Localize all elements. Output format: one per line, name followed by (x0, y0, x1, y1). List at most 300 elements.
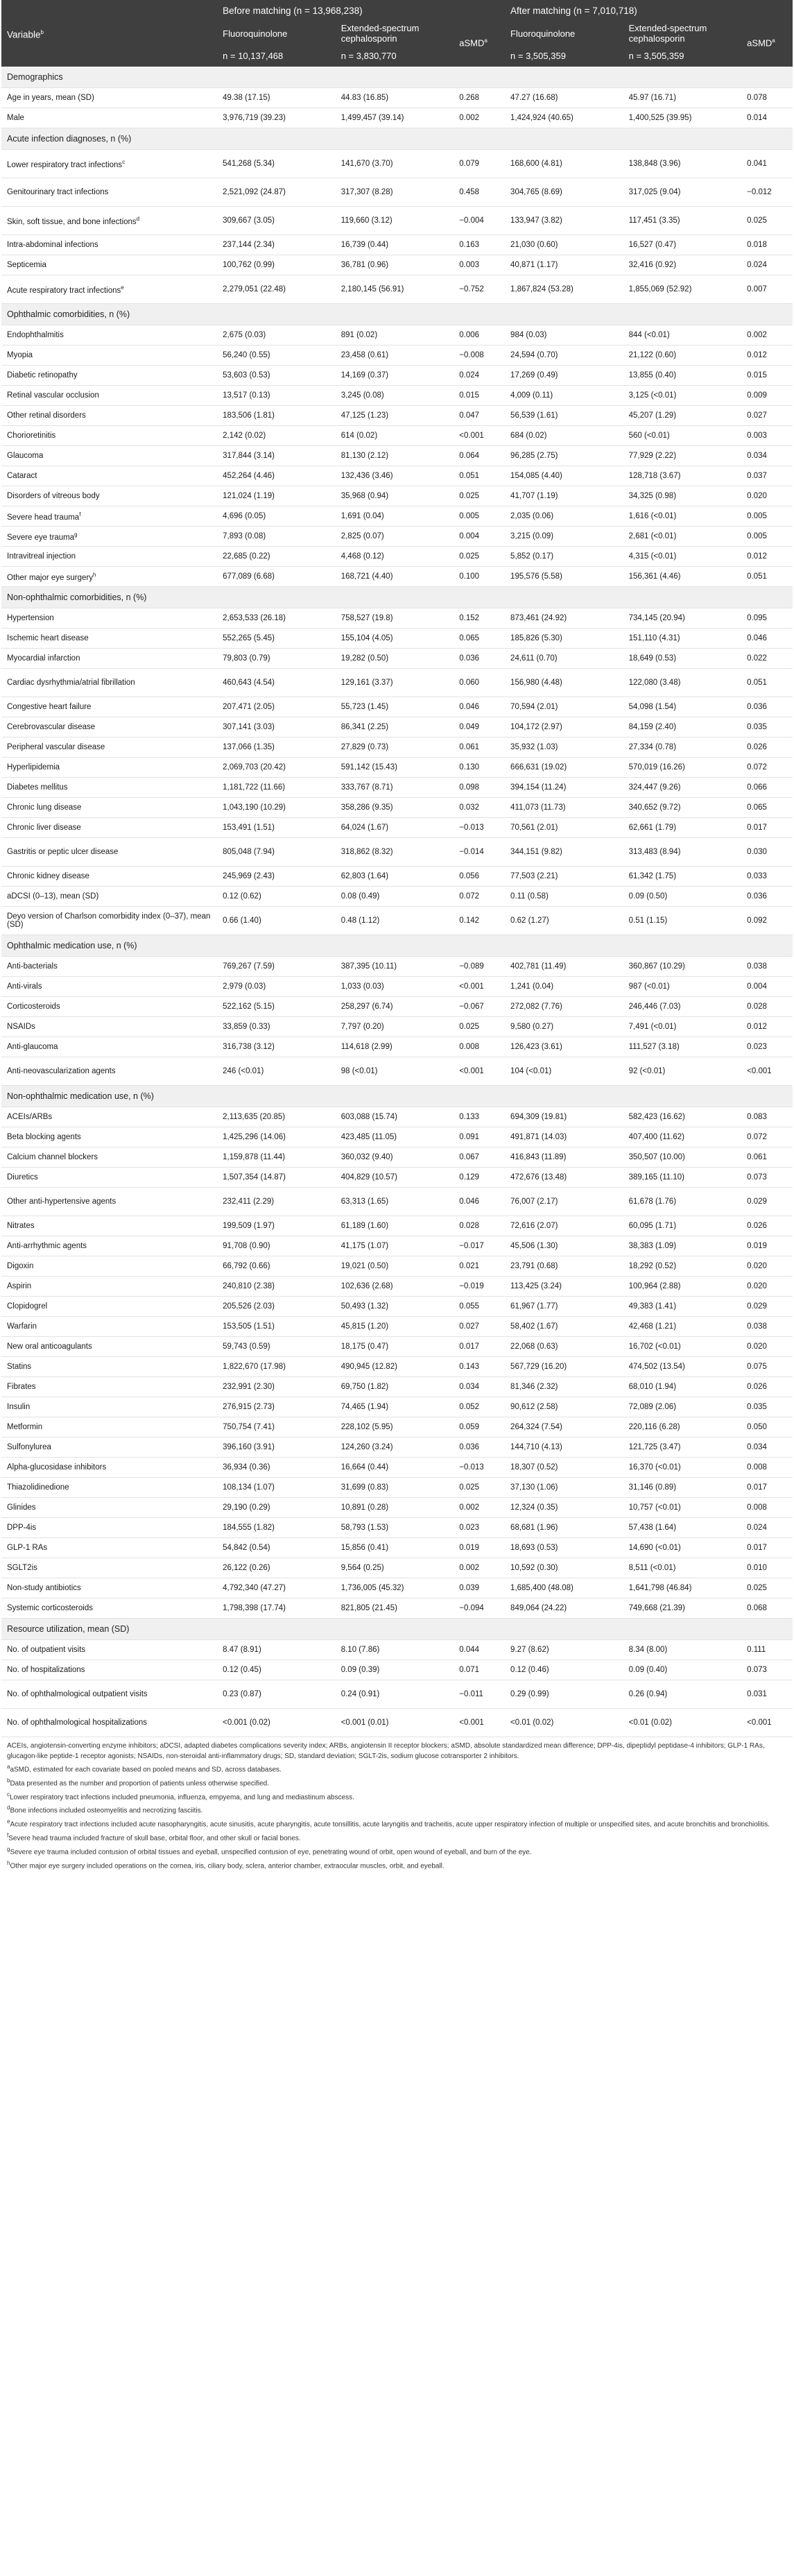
table-row (1, 1680, 793, 1709)
cell-b-fq: 2,279,051 (22.48) (217, 275, 336, 304)
table-row (1, 150, 793, 178)
cell-a-smd: 0.019 (741, 1236, 793, 1256)
cell-b-fq: 1,822,670 (17.98) (217, 1357, 336, 1377)
row-label: New oral anticoagulants (1, 1337, 217, 1357)
cell-a-esc: 0.09 (0.50) (623, 887, 742, 907)
cell-b-smd: 0.036 (454, 649, 505, 669)
cell-a-fq: 394,154 (11.24) (505, 778, 623, 798)
cell-b-fq: 805,048 (7.94) (217, 838, 336, 867)
table-row (1, 1397, 793, 1417)
table-row (1, 1216, 793, 1236)
footnote-mark: h (93, 571, 96, 578)
table-row (1, 1256, 793, 1277)
cell-b-fq: 153,505 (1.51) (217, 1317, 336, 1337)
cell-a-esc: 16,370 (<0.01) (623, 1458, 742, 1478)
section-title: Resource utilization, mean (SD) (1, 1619, 793, 1640)
cell-b-smd: 0.051 (454, 466, 505, 486)
cell-a-smd: 0.008 (741, 1498, 793, 1518)
table-row (1, 1017, 793, 1037)
cell-b-fq: 29,190 (0.29) (217, 1498, 336, 1518)
table-row (1, 406, 793, 426)
table-row (1, 178, 793, 207)
section-header (1, 304, 793, 325)
cell-b-smd: −0.067 (454, 997, 505, 1017)
row-label: Sulfonylurea (1, 1438, 217, 1458)
cell-b-smd: 0.021 (454, 1256, 505, 1277)
cell-b-esc: 58,793 (1.53) (336, 1518, 454, 1538)
section-header (1, 128, 793, 150)
table-row (1, 1538, 793, 1558)
cell-b-esc: 23,458 (0.61) (336, 346, 454, 366)
table-row (1, 466, 793, 486)
cell-b-smd: 0.039 (454, 1578, 505, 1598)
cell-b-esc: 50,493 (1.32) (336, 1297, 454, 1317)
cell-b-fq: 245,969 (2.43) (217, 867, 336, 887)
section-header (1, 935, 793, 957)
cell-b-smd: 0.002 (454, 108, 505, 128)
cell-a-fq: 47.27 (16.68) (505, 88, 623, 108)
cell-a-fq: 849,064 (24.22) (505, 1598, 623, 1619)
footnote-mark: c (122, 158, 126, 165)
cell-b-fq: 769,267 (7.59) (217, 957, 336, 977)
cell-a-fq: 873,461 (24.92) (505, 608, 623, 629)
cell-a-smd: 0.027 (741, 406, 793, 426)
table-row (1, 1148, 793, 1168)
cell-a-esc: 31,146 (0.89) (623, 1478, 742, 1498)
cell-b-smd: 0.034 (454, 1377, 505, 1397)
cell-a-esc: 27,334 (0.78) (623, 737, 742, 758)
cell-b-esc: 9,564 (0.25) (336, 1558, 454, 1578)
row-label: ACEIs/ARBs (1, 1107, 217, 1127)
cell-b-smd: 0.046 (454, 1188, 505, 1216)
cell-a-fq: 23,791 (0.68) (505, 1256, 623, 1277)
cell-b-smd: 0.025 (454, 486, 505, 506)
cell-b-smd: 0.079 (454, 150, 505, 178)
cell-b-fq: 2,675 (0.03) (217, 325, 336, 346)
cell-a-smd: 0.038 (741, 1317, 793, 1337)
cell-a-smd: 0.050 (741, 1417, 793, 1438)
cell-b-fq: 0.12 (0.45) (217, 1660, 336, 1680)
cell-a-esc: 2,681 (<0.01) (623, 527, 742, 547)
cell-b-esc: 62,803 (1.64) (336, 867, 454, 887)
row-label: Septicemia (1, 255, 217, 275)
footnote-mark: d (136, 215, 140, 222)
row-label: Lower respiratory tract infections$^c$ (1, 150, 217, 178)
footnote-mark: e (121, 284, 124, 291)
cell-b-fq: 153,491 (1.51) (217, 818, 336, 838)
cell-a-esc: 62,661 (1.79) (623, 818, 742, 838)
cell-b-esc: 168,721 (4.40) (336, 567, 454, 587)
cell-b-esc: 69,750 (1.82) (336, 1377, 454, 1397)
cell-b-esc: 0.09 (0.39) (336, 1660, 454, 1680)
row-label: Anti-glaucoma (1, 1037, 217, 1057)
cell-b-esc: 81,130 (2.12) (336, 446, 454, 466)
cell-b-fq: 4,696 (0.05) (217, 506, 336, 527)
row-label: Male (1, 108, 217, 128)
row-label: Intravitreal injection (1, 547, 217, 567)
section-header (1, 67, 793, 88)
cell-b-smd: 0.130 (454, 758, 505, 778)
cell-b-smd: 0.268 (454, 88, 505, 108)
cell-b-fq: 232,991 (2.30) (217, 1377, 336, 1397)
cell-a-smd: 0.095 (741, 608, 793, 629)
table-row (1, 758, 793, 778)
footnotes (1, 1737, 793, 1872)
cell-a-fq: 1,685,400 (48.08) (505, 1578, 623, 1598)
table-row (1, 1660, 793, 1680)
cell-a-smd: 0.072 (741, 758, 793, 778)
cell-b-smd: 0.071 (454, 1660, 505, 1680)
cell-a-esc: 582,423 (16.62) (623, 1107, 742, 1127)
cell-a-smd: 0.023 (741, 1037, 793, 1057)
cell-a-esc: 49,383 (1.41) (623, 1297, 742, 1317)
cell-a-esc: 92 (<0.01) (623, 1057, 742, 1086)
footnote: $^g$Severe eye trauma included contusion of orbital tissues and eyeball, unspecified contusion of eye, penetrating wound of orbit, open wound of eyeball, and burn of the eye. (7, 1845, 532, 1857)
cell-a-esc: 560 (<0.01) (623, 426, 742, 446)
header-before-fq: Fluoroquinolone (217, 19, 336, 47)
cell-a-fq: 195,576 (5.58) (505, 567, 623, 587)
cell-a-esc: 111,527 (3.18) (623, 1037, 742, 1057)
table-row (1, 1417, 793, 1438)
table-row (1, 1640, 793, 1660)
cell-a-smd: 0.036 (741, 697, 793, 717)
table-row (1, 778, 793, 798)
cell-a-fq: 154,085 (4.40) (505, 466, 623, 486)
cell-a-esc: 844 (<0.01) (623, 325, 742, 346)
cell-a-esc: 57,438 (1.64) (623, 1518, 742, 1538)
table-row (1, 446, 793, 466)
cell-a-esc: 72,089 (2.06) (623, 1397, 742, 1417)
cell-b-esc: 114,618 (2.99) (336, 1037, 454, 1057)
row-label: Skin, soft tissue, and bone infections$^d$ (1, 207, 217, 235)
table-row (1, 1317, 793, 1337)
cell-a-esc: 13,855 (0.40) (623, 366, 742, 386)
table-row (1, 1107, 793, 1127)
table-row (1, 1458, 793, 1478)
cell-a-esc: 18,649 (0.53) (623, 649, 742, 669)
cell-b-esc: 317,307 (8.28) (336, 178, 454, 207)
cell-a-fq: 5,852 (0.17) (505, 547, 623, 567)
cell-a-fq: 35,932 (1.03) (505, 737, 623, 758)
cell-a-esc: 16,527 (0.47) (623, 235, 742, 255)
cell-b-smd: 0.017 (454, 1337, 505, 1357)
header-n-after-fq: n = 3,505,359 (505, 47, 623, 67)
cell-a-esc: 14,690 (<0.01) (623, 1538, 742, 1558)
row-label: Gastritis or peptic ulcer disease (1, 838, 217, 867)
cell-b-smd: 0.006 (454, 325, 505, 346)
table-row (1, 798, 793, 818)
table-row (1, 325, 793, 346)
row-label: Acute respiratory tract infections$^e$ (1, 275, 217, 304)
cell-b-esc: 333,767 (8.71) (336, 778, 454, 798)
cell-a-smd: 0.083 (741, 1107, 793, 1127)
cell-b-esc: 102,636 (2.68) (336, 1277, 454, 1297)
cell-a-esc: 117,451 (3.35) (623, 207, 742, 235)
cell-a-esc: 749,668 (21.39) (623, 1598, 742, 1619)
header-n-after-esc: n = 3,505,359 (623, 47, 742, 67)
table-row (1, 346, 793, 366)
row-label: Deyo version of Charlson comorbidity index (0–37), mean (SD) (1, 907, 217, 935)
table-row (1, 366, 793, 386)
row-label: No. of outpatient visits (1, 1640, 217, 1660)
cell-a-fq: 104 (<0.01) (505, 1057, 623, 1086)
row-label: Warfarin (1, 1317, 217, 1337)
header-n-before-esc: n = 3,830,770 (336, 47, 454, 67)
cell-a-fq: 61,967 (1.77) (505, 1297, 623, 1317)
cell-b-esc: 591,142 (15.43) (336, 758, 454, 778)
cell-b-esc: 16,739 (0.44) (336, 235, 454, 255)
cell-b-fq: 13,517 (0.13) (217, 386, 336, 406)
header-before-esc: Extended-spectrum cephalosporin (336, 19, 454, 47)
section-title: Ophthalmic medication use, n (%) (1, 935, 793, 957)
cell-b-fq: 91,708 (0.90) (217, 1236, 336, 1256)
cell-a-fq: 58,402 (1.67) (505, 1317, 623, 1337)
cell-b-esc: 19,282 (0.50) (336, 649, 454, 669)
cell-b-smd: 0.025 (454, 1478, 505, 1498)
row-label: Genitourinary tract infections (1, 178, 217, 207)
cell-b-esc: 27,829 (0.73) (336, 737, 454, 758)
header-n-before-fq: n = 10,137,468 (217, 47, 336, 67)
cell-a-esc: 18,292 (0.52) (623, 1256, 742, 1277)
row-label: Hypertension (1, 608, 217, 629)
table-row (1, 255, 793, 275)
cell-a-smd: −0.012 (741, 178, 793, 207)
header-after-fq: Fluoroquinolone (505, 19, 623, 47)
cell-b-smd: 0.056 (454, 867, 505, 887)
cell-b-fq: 309,667 (3.05) (217, 207, 336, 235)
cell-a-fq: 81,346 (2.32) (505, 1377, 623, 1397)
row-label: Statins (1, 1357, 217, 1377)
cell-b-esc: 18,175 (0.47) (336, 1337, 454, 1357)
table-row (1, 957, 793, 977)
cell-a-fq: 113,425 (3.24) (505, 1277, 623, 1297)
table-row (1, 1498, 793, 1518)
cell-a-fq: 1,424,924 (40.65) (505, 108, 623, 128)
cell-a-esc: 151,110 (4.31) (623, 629, 742, 649)
cell-b-fq: 108,134 (1.07) (217, 1478, 336, 1498)
row-label: NSAIDs (1, 1017, 217, 1037)
row-label: Chronic lung disease (1, 798, 217, 818)
row-label: Cardiac dysrhythmia/atrial fibrillation (1, 669, 217, 697)
cell-a-esc: 1,855,069 (52.92) (623, 275, 742, 304)
cell-b-smd: 0.003 (454, 255, 505, 275)
cell-a-fq: 2,035 (0.06) (505, 506, 623, 527)
cell-a-fq: 12,324 (0.35) (505, 1498, 623, 1518)
cell-a-fq: 70,594 (2.01) (505, 697, 623, 717)
cell-a-smd: 0.036 (741, 887, 793, 907)
table-row (1, 1168, 793, 1188)
cell-a-fq: 56,539 (1.61) (505, 406, 623, 426)
cell-b-fq: 49.38 (17.15) (217, 88, 336, 108)
table-row (1, 1236, 793, 1256)
table-row (1, 737, 793, 758)
row-label: Alpha-glucosidase inhibitors (1, 1458, 217, 1478)
cell-b-smd: 0.100 (454, 567, 505, 587)
cell-a-esc: 3,125 (<0.01) (623, 386, 742, 406)
cell-a-smd: 0.026 (741, 737, 793, 758)
cell-a-smd: 0.046 (741, 629, 793, 649)
cell-a-fq: 21,030 (0.60) (505, 235, 623, 255)
cell-b-esc: 258,297 (6.74) (336, 997, 454, 1017)
cell-b-esc: 0.24 (0.91) (336, 1680, 454, 1709)
cell-b-smd: 0.098 (454, 778, 505, 798)
cell-a-smd: 0.017 (741, 1538, 793, 1558)
cell-a-esc: 324,447 (9.26) (623, 778, 742, 798)
cell-b-fq: 207,471 (2.05) (217, 697, 336, 717)
cell-a-smd: 0.020 (741, 486, 793, 506)
table-row (1, 818, 793, 838)
cell-b-esc: 41,175 (1.07) (336, 1236, 454, 1256)
cell-b-smd: 0.036 (454, 1438, 505, 1458)
cell-b-fq: 276,915 (2.73) (217, 1397, 336, 1417)
cell-b-fq: 316,738 (3.12) (217, 1037, 336, 1057)
cell-a-esc: 0.26 (0.94) (623, 1680, 742, 1709)
cell-a-smd: 0.037 (741, 466, 793, 486)
cell-b-esc: 74,465 (1.94) (336, 1397, 454, 1417)
footnote: $^b$Data presented as the number and proportion of patients unless otherwise specified. (7, 1777, 270, 1788)
cell-b-smd: −0.089 (454, 957, 505, 977)
section-title: Non-ophthalmic comorbidities, n (%) (1, 587, 793, 608)
cell-a-fq: 126,423 (3.61) (505, 1037, 623, 1057)
cell-a-esc: 389,165 (11.10) (623, 1168, 742, 1188)
cell-a-fq: 70,561 (2.01) (505, 818, 623, 838)
cell-b-esc: 2,825 (0.07) (336, 527, 454, 547)
cell-b-smd: −0.017 (454, 1236, 505, 1256)
cell-a-esc: 42,468 (1.21) (623, 1317, 742, 1337)
cell-b-smd: 0.002 (454, 1498, 505, 1518)
cell-a-esc: 246,446 (7.03) (623, 997, 742, 1017)
cell-b-esc: 891 (0.02) (336, 325, 454, 346)
table-row (1, 547, 793, 567)
row-label: Corticosteroids (1, 997, 217, 1017)
cell-b-fq: 240,810 (2.38) (217, 1277, 336, 1297)
cell-b-esc: 16,664 (0.44) (336, 1458, 454, 1478)
section-header (1, 1619, 793, 1640)
cell-b-smd: 0.005 (454, 506, 505, 527)
row-label: Intra-abdominal infections (1, 235, 217, 255)
cell-a-smd: 0.051 (741, 567, 793, 587)
cell-a-esc: 734,145 (20.94) (623, 608, 742, 629)
cell-b-smd: 0.015 (454, 386, 505, 406)
cell-b-smd: −0.013 (454, 1458, 505, 1478)
footnote: $^e$Acute respiratory tract infections included acute nasopharyngitis, acute sinusitis, acute pharyngitis, acute tonsillitis, acute laryngitis and tracheitis, acute upper respiratory infection of multiple or unspecified sites, and acute bronchitis and bronchiolitis. (7, 1818, 770, 1829)
cell-a-esc: 61,342 (1.75) (623, 867, 742, 887)
cell-b-esc: 404,829 (10.57) (336, 1168, 454, 1188)
row-label: Anti-arrhythmic agents (1, 1236, 217, 1256)
row-label: Chronic kidney disease (1, 867, 217, 887)
cell-a-fq: 666,631 (19.02) (505, 758, 623, 778)
header-after-esc: Extended-spectrum cephalosporin (623, 19, 742, 47)
row-label: Calcium channel blockers (1, 1148, 217, 1168)
cell-a-fq: 133,947 (3.82) (505, 207, 623, 235)
table-row (1, 1057, 793, 1086)
section-header (1, 587, 793, 608)
cell-a-esc: 68,010 (1.94) (623, 1377, 742, 1397)
cell-a-smd: 0.020 (741, 1337, 793, 1357)
cell-a-esc: 220,116 (6.28) (623, 1417, 742, 1438)
cell-a-fq: 411,073 (11.73) (505, 798, 623, 818)
footnote-mark: f (79, 511, 81, 518)
cell-b-esc: 63,313 (1.65) (336, 1188, 454, 1216)
cell-b-fq: 22,685 (0.22) (217, 547, 336, 567)
cell-a-smd: 0.008 (741, 1458, 793, 1478)
cell-b-esc: 1,691 (0.04) (336, 506, 454, 527)
row-label: Severe head trauma$^f$ (1, 506, 217, 527)
cell-a-esc: 54,098 (1.54) (623, 697, 742, 717)
cell-b-fq: 1,425,296 (14.06) (217, 1127, 336, 1148)
cell-a-esc: 32,416 (0.92) (623, 255, 742, 275)
cell-a-fq: 402,781 (11.49) (505, 957, 623, 977)
cell-b-esc: 1,033 (0.03) (336, 977, 454, 997)
cell-b-smd: 0.072 (454, 887, 505, 907)
cell-a-esc: 128,718 (3.67) (623, 466, 742, 486)
cell-a-smd: 0.030 (741, 838, 793, 867)
cell-b-esc: 4,468 (0.12) (336, 547, 454, 567)
cell-b-smd: 0.055 (454, 1297, 505, 1317)
cell-a-smd: 0.014 (741, 108, 793, 128)
cell-b-fq: 54,842 (0.54) (217, 1538, 336, 1558)
cell-b-smd: 0.143 (454, 1357, 505, 1377)
cell-a-smd: 0.073 (741, 1660, 793, 1680)
cell-b-fq: 2,979 (0.03) (217, 977, 336, 997)
cell-b-fq: 36,934 (0.36) (217, 1458, 336, 1478)
cell-b-smd: 0.458 (454, 178, 505, 207)
cell-b-esc: 141,670 (3.70) (336, 150, 454, 178)
cell-b-fq: 307,141 (3.03) (217, 717, 336, 737)
cell-b-smd: <0.001 (454, 977, 505, 997)
table-row (1, 907, 793, 935)
cell-b-smd: 0.002 (454, 1558, 505, 1578)
cell-b-smd: 0.046 (454, 697, 505, 717)
cell-b-fq: 137,066 (1.35) (217, 737, 336, 758)
cell-b-esc: 387,395 (10.11) (336, 957, 454, 977)
cell-a-esc: 10,757 (<0.01) (623, 1498, 742, 1518)
cell-b-fq: 1,181,722 (11.66) (217, 778, 336, 798)
table-row (1, 235, 793, 255)
cell-a-smd: 0.020 (741, 1256, 793, 1277)
cell-b-smd: 0.025 (454, 1017, 505, 1037)
cell-a-smd: 0.007 (741, 275, 793, 304)
table-row (1, 1277, 793, 1297)
row-label: Age in years, mean (SD) (1, 88, 217, 108)
cell-a-smd: 0.017 (741, 1478, 793, 1498)
cell-a-fq: 17,269 (0.49) (505, 366, 623, 386)
cell-a-fq: 24,611 (0.70) (505, 649, 623, 669)
cell-a-fq: 90,612 (2.58) (505, 1397, 623, 1417)
table-row (1, 1297, 793, 1317)
row-label: Myopia (1, 346, 217, 366)
cell-b-smd: −0.094 (454, 1598, 505, 1619)
row-label: Anti-bacterials (1, 957, 217, 977)
cell-b-smd: 0.019 (454, 1538, 505, 1558)
cell-a-fq: 77,503 (2.21) (505, 867, 623, 887)
cell-a-smd: 0.015 (741, 366, 793, 386)
table-row (1, 838, 793, 867)
cell-b-esc: 119,660 (3.12) (336, 207, 454, 235)
row-label: Congestive heart failure (1, 697, 217, 717)
cell-b-smd: −0.004 (454, 207, 505, 235)
cell-b-smd: −0.013 (454, 818, 505, 838)
cell-b-fq: 1,507,354 (14.87) (217, 1168, 336, 1188)
cell-a-smd: 0.003 (741, 426, 793, 446)
row-label: Fibrates (1, 1377, 217, 1397)
cell-a-smd: 0.029 (741, 1188, 793, 1216)
table-row (1, 426, 793, 446)
cell-a-fq: <0.01 (0.02) (505, 1709, 623, 1737)
cell-b-smd: 0.142 (454, 907, 505, 935)
cell-b-fq: 8.47 (8.91) (217, 1640, 336, 1660)
section-title: Non-ophthalmic medication use, n (%) (1, 1086, 793, 1107)
